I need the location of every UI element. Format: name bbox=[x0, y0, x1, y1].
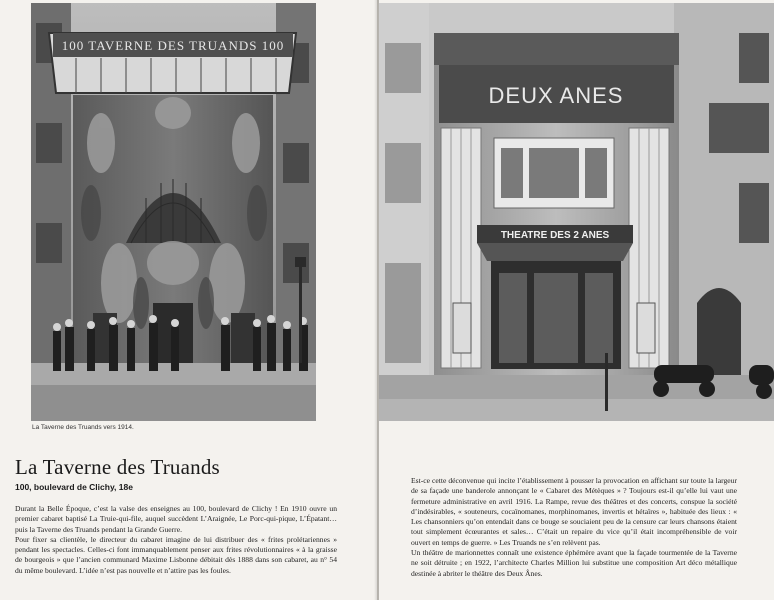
left-page bbox=[0, 0, 378, 600]
right-body-text bbox=[411, 476, 737, 579]
deux-anes-facade-illustration bbox=[379, 3, 774, 421]
left-body-text bbox=[15, 504, 337, 576]
right-paragraph-1: Est-ce cette déconvenue qui incite l’établissement à pousser la provocation en affichant sur toute la largeur de sa façade une banderole annonçant le « Cabaret des Métèques » ? Toujours est-il qu’elle lui vaut une fermeture administrative en avril 1916. La Rampe, revue des théâtres et des concerts, conspue la société d’indésirables, « souteneurs, cocaïnomanes, morphinomanes, invertis et hétaïres », habituée des lieux : « Les chansonniers qu’on entendait dans ce bouge se souciaient peu de la censure car leurs chansons étaient tout simplement écœurantes et sales… C’était un repaire du vice qu’il était incompréhensible de voir ouvert en temps de guerre. » Les Truands ne s’en relèvent pas. bbox=[411, 476, 737, 547]
taverne-facade-illustration bbox=[31, 3, 316, 421]
deux-anes-photo bbox=[379, 3, 774, 421]
right-page bbox=[379, 0, 774, 600]
taverne-sign: 100 TAVERNE DES TRUANDS 100 bbox=[61, 38, 285, 53]
left-paragraph-1: Durant la Belle Époque, c’est la valse des enseignes au 100, boulevard de Clichy ! En 1910 ouvre un premier cabaret baptisé La Truie-qui-file, auquel succèdent L’Araignée, Le Porc-qui-pique, L’Épatant… puis la Taverne des Truands pendant la Grande Guerre. bbox=[15, 504, 337, 534]
article-title: La Taverne des Truands bbox=[15, 455, 220, 479]
photo-caption: La Taverne des Truands vers 1914. bbox=[32, 424, 134, 431]
taverne-photo bbox=[31, 3, 316, 421]
left-paragraph-2: Pour fixer sa clientèle, le directeur du cabaret imagine de lui distribuer des « frites prolétariennes » pendant les spectacles. Celles-ci font immanquablement penser aux frites révolutionnaires « à la graisse de bourgeois » que l’ancien communard Maxime Lisbonne débitait dès 1888 dans son cabaret, au n° 54 du même boulevard. L’idée n’est pas nouvelle et n’attire pas les foules. bbox=[15, 534, 337, 575]
article-address: 100, boulevard de Clichy, 18e bbox=[15, 482, 133, 492]
marquee-sign: THEATRE DES 2 ANES bbox=[500, 230, 610, 241]
deux-anes-sign: DEUX ANES bbox=[488, 83, 624, 108]
right-paragraph-2: Un théâtre de marionnettes connaît une existence éphémère avant que la façade tourmentée de la Taverne ne soit détruite ; en 1922, l’architecte Charles Million lui substitue une composition Art déco métallique destinée à abriter le théâtre des Deux Ânes. bbox=[411, 548, 737, 578]
